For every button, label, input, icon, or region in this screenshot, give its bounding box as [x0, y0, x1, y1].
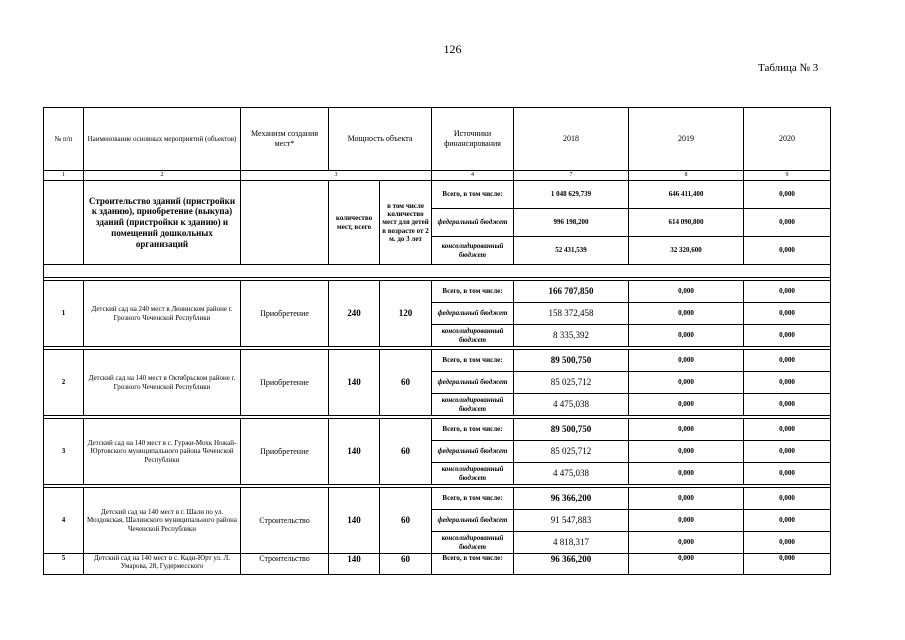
col-index: 3 [241, 171, 432, 181]
item-source: консолидированный бюджет [432, 532, 514, 554]
item-2020: 0,000 [744, 441, 831, 463]
item-num: 3 [44, 419, 84, 485]
item-2020: 0,000 [744, 463, 831, 485]
item-2019: 0,000 [629, 532, 744, 554]
item-2020: 0,000 [744, 350, 831, 372]
item-total: 140 [329, 488, 380, 554]
item-2019: 0,000 [629, 488, 744, 510]
header-2018: 2018 [514, 108, 629, 171]
item-mechanism: Приобретение [241, 350, 329, 416]
item-2020: 0,000 [744, 554, 831, 575]
item-2019: 0,000 [629, 419, 744, 441]
item-2019: 0,000 [629, 350, 744, 372]
item-2019: 0,000 [629, 441, 744, 463]
items-body [44, 278, 831, 554]
item-name: Детский сад на 140 мест в г. Шали по ул. Моздокская, Шалинского муниципального района Чеченской Республики [84, 488, 241, 554]
item-mechanism: Приобретение [241, 419, 329, 485]
item-source: Всего, в том числе: [432, 419, 514, 441]
col-index: 8 [629, 171, 744, 181]
item-2018: 4 475,038 [514, 394, 629, 416]
item-2018: 89 500,750 [514, 419, 629, 441]
item-2020: 0,000 [744, 372, 831, 394]
summary-2019: 32 320,600 [629, 237, 744, 265]
item-mechanism: Строительство [241, 488, 329, 554]
col-index: 4 [432, 171, 514, 181]
summary-source: Всего, в том числе: [432, 181, 514, 209]
item-source: федеральный бюджет [432, 510, 514, 532]
page-number: 126 [443, 42, 462, 56]
item-2018: 89 500,750 [514, 350, 629, 372]
item-sub: 120 [380, 281, 432, 347]
item-sub: 60 [380, 419, 432, 485]
item-mechanism: Приобретение [241, 281, 329, 347]
item-2020: 0,000 [744, 303, 831, 325]
header-num: № п/п [44, 108, 84, 171]
item-source: Всего, в том числе: [432, 554, 514, 575]
item-2019: 0,000 [629, 463, 744, 485]
summary-capacity-total: количество мест, всего [329, 181, 380, 265]
summary-2018: 52 431,539 [514, 237, 629, 265]
header-mechanism: Механизм создания мест* [241, 108, 329, 171]
header-2020: 2020 [744, 108, 831, 171]
item-total: 240 [329, 281, 380, 347]
col-index: 9 [744, 171, 831, 181]
item-mechanism: Строительство [241, 554, 329, 575]
item-num: 1 [44, 281, 84, 347]
item-2019: 0,000 [629, 554, 744, 575]
item-source: федеральный бюджет [432, 372, 514, 394]
item-total: 140 [329, 350, 380, 416]
item-total: 140 [329, 419, 380, 485]
item-2020: 0,000 [744, 281, 831, 303]
item-sub: 60 [380, 488, 432, 554]
item-source: Всего, в том числе: [432, 488, 514, 510]
item-2018: 158 372,458 [514, 303, 629, 325]
item-2019: 0,000 [629, 303, 744, 325]
item-2019: 0,000 [629, 394, 744, 416]
item-row [44, 350, 831, 372]
summary-2018: 996 198,200 [514, 209, 629, 237]
item-name: Детский сад на 240 мест в Ленинском районе г. Грозного Чеченской Республики [84, 281, 241, 347]
item-2018: 85 025,712 [514, 441, 629, 463]
col-index: 1 [44, 171, 84, 181]
item-row [44, 281, 831, 303]
summary-2020: 0,000 [744, 237, 831, 265]
table-label: Таблица № 3 [758, 62, 819, 74]
item-source: федеральный бюджет [432, 303, 514, 325]
item-num: 2 [44, 350, 84, 416]
summary-row [44, 181, 831, 209]
item-num: 4 [44, 488, 84, 554]
item-2018: 96 366,200 [514, 554, 629, 575]
summary-2019: 646 411,400 [629, 181, 744, 209]
summary-2020: 0,000 [744, 181, 831, 209]
item-row-last [44, 554, 831, 575]
item-2018: 4 818,317 [514, 532, 629, 554]
col-index: 2 [84, 171, 241, 181]
header-2019: 2019 [629, 108, 744, 171]
item-name: Детский сад на 140 мест в Октябрьском районе г. Грозного Чеченской Республики [84, 350, 241, 416]
item-sub: 60 [380, 350, 432, 416]
summary-2018: 1 048 629,739 [514, 181, 629, 209]
blank-row [44, 265, 831, 278]
item-sub: 60 [380, 554, 432, 575]
item-2018: 85 025,712 [514, 372, 629, 394]
header-sources: Источники финансирования [432, 108, 514, 171]
item-name: Детский сад на 140 мест в с. Кади-Юрт ул. Л. Умарова, 28, Гудермесского [84, 554, 241, 575]
item-2019: 0,000 [629, 325, 744, 347]
item-2020: 0,000 [744, 488, 831, 510]
item-num: 5 [44, 554, 84, 575]
item-name: Детский сад на 140 мест в с. Гуржи-Мохк Ножай-Юртовского муниципального района Чеченской Республики [84, 419, 241, 485]
col-index: 7 [514, 171, 629, 181]
item-2018: 91 547,883 [514, 510, 629, 532]
header-name: Наименование основных мероприятий (объектов) [84, 108, 241, 171]
column-index-row [44, 171, 831, 181]
item-2020: 0,000 [744, 394, 831, 416]
item-source: федеральный бюджет [432, 441, 514, 463]
item-source: консолидированный бюджет [432, 325, 514, 347]
summary-capacity-sub: в том числе количество мест для детей в возрасте от 2 м. до 3 лет [380, 181, 432, 265]
item-2018: 8 335,392 [514, 325, 629, 347]
item-source: Всего, в том числе: [432, 350, 514, 372]
item-2018: 4 475,038 [514, 463, 629, 485]
summary-source: консолидированный бюджет [432, 237, 514, 265]
item-2020: 0,000 [744, 419, 831, 441]
summary-2019: 614 090,800 [629, 209, 744, 237]
funding-table [43, 107, 831, 575]
item-2019: 0,000 [629, 510, 744, 532]
header-row [44, 108, 831, 171]
summary-2020: 0,000 [744, 209, 831, 237]
item-2020: 0,000 [744, 325, 831, 347]
item-row [44, 488, 831, 510]
item-source: консолидированный бюджет [432, 463, 514, 485]
item-2018: 96 366,200 [514, 488, 629, 510]
item-2019: 0,000 [629, 372, 744, 394]
item-2018: 166 707,850 [514, 281, 629, 303]
item-2020: 0,000 [744, 532, 831, 554]
item-row [44, 419, 831, 441]
item-source: Всего, в том числе: [432, 281, 514, 303]
item-source: консолидированный бюджет [432, 394, 514, 416]
summary-source: федеральный бюджет [432, 209, 514, 237]
item-2020: 0,000 [744, 510, 831, 532]
summary-name: Строительство зданий (пристройки к зданию), приобретение (выкупа) зданий (пристройки к зданию) и помещений дошкольных организаций [84, 181, 241, 265]
item-total: 140 [329, 554, 380, 575]
item-2019: 0,000 [629, 281, 744, 303]
header-capacity: Мощность объекта [329, 108, 432, 171]
